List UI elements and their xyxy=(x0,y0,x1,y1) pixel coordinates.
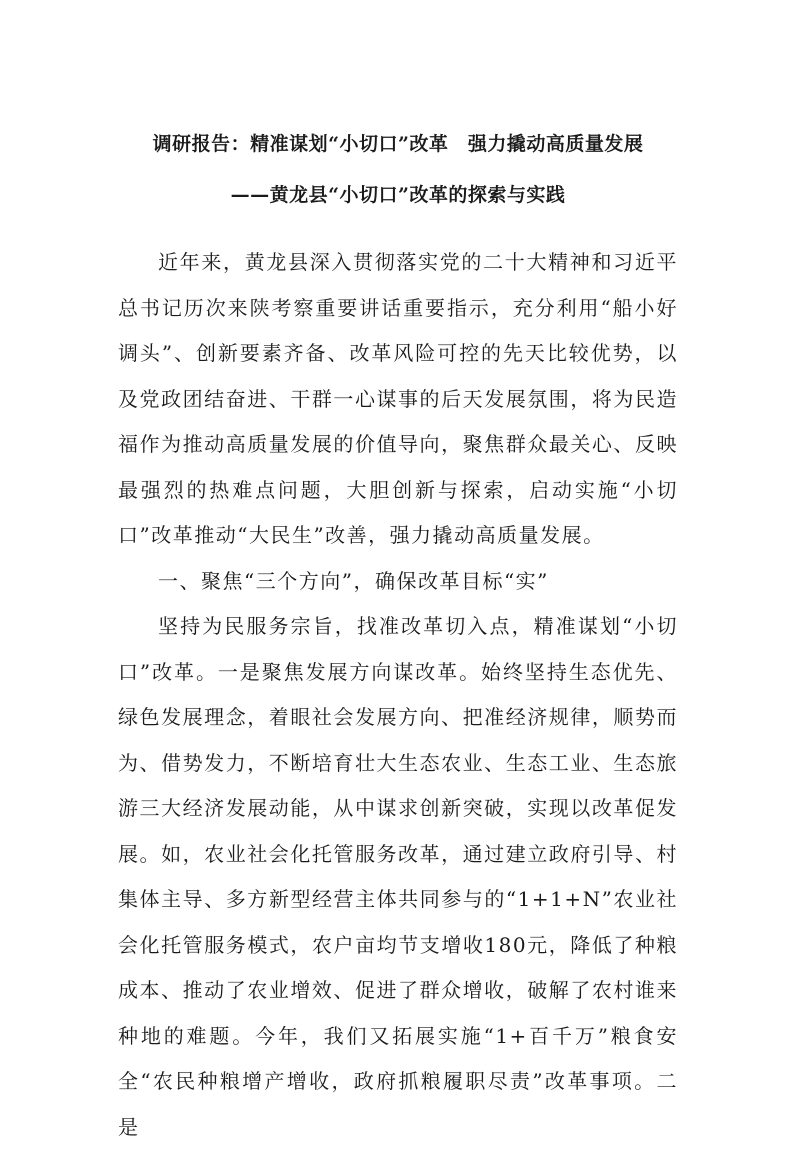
document-body xyxy=(118,240,678,1150)
paragraph-intro: 近年来，黄龙县深入贯彻落实党的二十大精神和习近平总书记历次来陕考察重要讲话重要指示，充分利用“船小好调头”、创新要素齐备、改革风险可控的先天比较优势，以及党政团结奋进、干群一心谋事的后天发展氛围，将为民造福作为推动高质量发展的价值导向，聚焦群众最关心、反映最强烈的热难点问题，大胆创新与探索，启动实施“小切口”改革推动“大民生”改善，强力撬动高质量发展。 xyxy=(118,250,678,547)
paragraph-section-1: 坚持为民服务宗旨，找准改革切入点，精准谋划“小切口”改革。一是聚焦发展方向谋改革。始终坚持生态优先、绿色发展理念，着眼社会发展方向、把准经济规律，顺势而为、借势发力，不断培育壮大生态农业、生态工业、生态旅游三大经济发展动能，从中谋求创新突破，实现以改革促发展。如，农业社会化托管服务改革，通过建立政府引导、村集体主导、多方新型经营主体共同参与的“1+1+N”农业社会化托管服务模式，农户亩均节支增收180元，降低了种粮成本、推动了农业增效、促进了群众增收，破解了农村谁来种地的难题。今年，我们又拓展实施“1+百千万”粮食安全“农民种粮增产增收，政府抓粮履职尽责”改革事项。二是 xyxy=(118,614,678,1139)
document-subtitle: ——黄龙县“小切口”改革的探索与实践 xyxy=(230,184,566,206)
section-heading-1: 一、聚焦“三个方向”，确保改革目标“实” xyxy=(158,568,549,593)
document-title: 调研报告：精准谋划“小切口”改革 强力撬动高质量发展 xyxy=(152,133,644,155)
